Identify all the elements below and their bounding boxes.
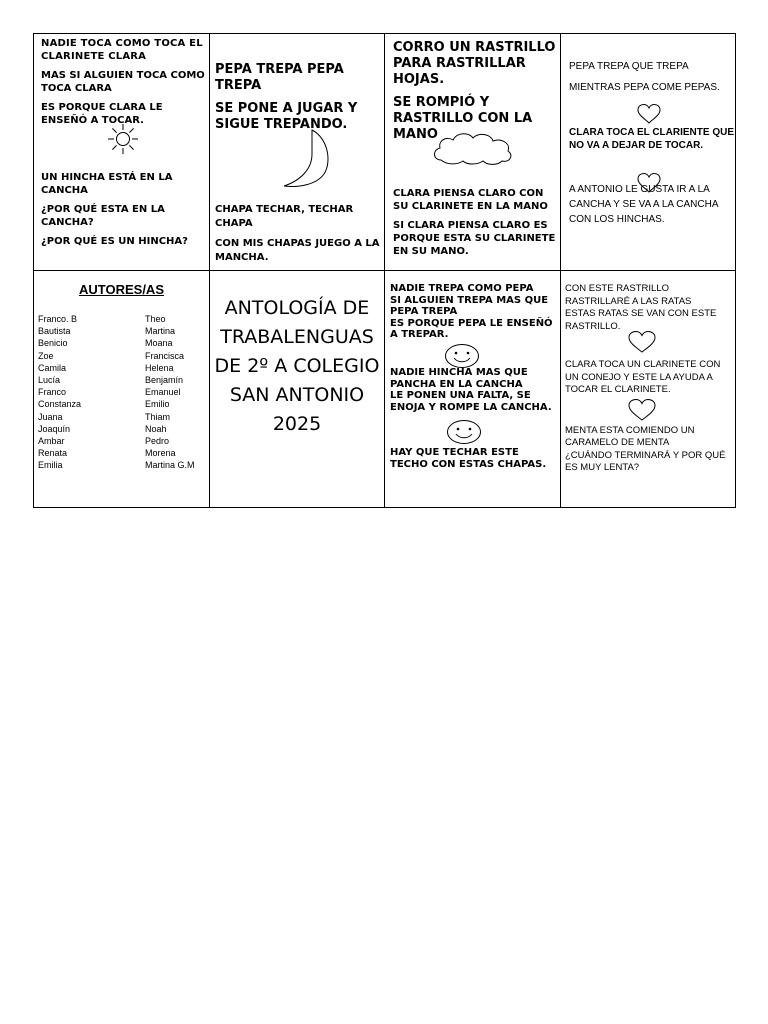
verse-text: CLARA TOCA EL CLARIENTE QUE NO VA A DEJAR DE TOCAR. bbox=[569, 127, 735, 151]
verse-text: SI ALGUIEN TREPA MAS QUE PEPA TREPA bbox=[390, 294, 549, 318]
verse-text: A ANTONIO LE GUSTA IR A LA CANCHA Y SE VA A LA CANCHA CON LOS HINCHAS. bbox=[569, 184, 718, 225]
author-name: Noah bbox=[145, 423, 167, 434]
tongue-twister-panel-7 bbox=[390, 283, 558, 507]
verse-text: UN HINCHA ESTÁ EN LA CANCHA bbox=[41, 172, 173, 196]
author-name: Franco bbox=[38, 387, 67, 398]
verse-text: MENTA ESTA COMIENDO UN CARAMELO DE MENTA bbox=[565, 424, 695, 448]
author-name: Emanuel bbox=[145, 387, 181, 398]
verse-text: SE PONE A JUGAR Y SIGUE TREPANDO. bbox=[215, 101, 358, 132]
verse-text: PEPA TREPA PEPA TREPA bbox=[215, 62, 344, 93]
verse-text: NADIE TOCA COMO TOCA EL CLARINETE CLARA bbox=[41, 38, 203, 62]
verse-text: CON MIS CHAPAS JUEGO A LA MANCHA. bbox=[215, 238, 380, 263]
sun-icon bbox=[106, 122, 140, 156]
author-name: Juana bbox=[38, 411, 63, 422]
author-name: Theo bbox=[145, 314, 166, 324]
heart-icon bbox=[637, 104, 661, 124]
author-name: Bautista bbox=[38, 326, 71, 337]
verse-text: NADIE HINCHA MAS QUE PANCHA EN LA CANCHA bbox=[390, 366, 528, 390]
heart-icon bbox=[637, 173, 661, 193]
verse-text: ES PORQUE PEPA LE ENSEÑÓ A TREPAR. bbox=[390, 317, 553, 341]
author-name: Helena bbox=[145, 362, 174, 373]
author-name: Morena bbox=[145, 448, 176, 459]
verse-text: HAY QUE TECHAR ESTE TECHO CON ESTAS CHAPAS. bbox=[390, 447, 547, 471]
heart-icon bbox=[628, 331, 656, 353]
author-name: Ambar bbox=[38, 436, 65, 447]
author-name: Benjamín bbox=[145, 375, 184, 386]
author-name: Emilia bbox=[38, 460, 63, 471]
verse-text: ¿CUÁNDO TERMINARÁ Y POR QUÉ ES MUY LENTA? bbox=[565, 449, 726, 473]
author-name: Lucía bbox=[38, 375, 61, 386]
tongue-twister-panel-8 bbox=[565, 283, 735, 507]
verse-text: CHAPA TECHAR, TECHAR CHAPA bbox=[215, 204, 354, 229]
author-name: Camila bbox=[38, 362, 67, 373]
authors-column-left bbox=[38, 313, 128, 503]
verse-text: CORRO UN RASTRILLO PARA RASTRILLAR HOJAS. bbox=[393, 40, 556, 87]
moon-icon bbox=[282, 128, 332, 190]
smiley-face-icon bbox=[444, 343, 480, 369]
verse-text: NADIE TREPA COMO PEPA bbox=[390, 283, 534, 294]
heart-icon bbox=[628, 399, 656, 421]
verse-text: CON ESTE RASTRILLO RASTRILLARÉ A LAS RATAS bbox=[565, 283, 692, 307]
author-name: Moana bbox=[145, 338, 173, 349]
authors-column-right bbox=[145, 313, 209, 503]
verse-text: ¿POR QUÉ ESTA EN LA CANCHA? bbox=[41, 204, 165, 228]
author-name: Franco. B bbox=[38, 314, 78, 324]
author-name: Martina G.M bbox=[145, 460, 195, 471]
verse-text: CLARA TOCA UN CLARINETE CON UN CONEJO Y ESTE LA AYUDA A TOCAR EL CLARINETE. bbox=[565, 359, 721, 395]
author-name: Francisca bbox=[145, 350, 185, 361]
verse-text: SI CLARA PIENSA CLARO ES PORQUE ESTA SU CLARINETE EN SU MANO. bbox=[393, 220, 556, 257]
anthology-title: ANTOLOGÍA DE TRABALENGUAS DE 2º A COLEGIO SAN ANTONIO 2025 bbox=[214, 297, 380, 435]
verse-text: MIENTRAS PEPA COME PEPAS. bbox=[569, 82, 720, 93]
authors-heading: AUTORES/AS bbox=[79, 282, 164, 297]
author-name: Thiam bbox=[145, 411, 171, 422]
author-name: Emilio bbox=[145, 399, 170, 410]
author-name: Benicio bbox=[38, 338, 68, 349]
verse-text: ES PORQUE CLARA LE ENSEÑÓ A TOCAR. bbox=[41, 102, 163, 126]
cover-panel bbox=[211, 294, 383, 494]
author-name: Joaquín bbox=[38, 423, 71, 434]
verse-text: MAS SI ALGUIEN TOCA COMO TOCA CLARA bbox=[41, 70, 205, 94]
cloud-icon bbox=[431, 130, 515, 166]
verse-text: ¿POR QUÉ ES UN HINCHA? bbox=[41, 236, 188, 247]
author-name: Constanza bbox=[38, 399, 82, 410]
verse-text: ESTAS RATAS SE VAN CON ESTE RASTRILLO. bbox=[565, 308, 717, 332]
author-name: Zoe bbox=[38, 350, 54, 361]
verse-text: CLARA PIENSA CLARO CON SU CLARINETE EN LA MANO bbox=[393, 188, 548, 212]
verse-text: PEPA TREPA QUE TREPA bbox=[569, 61, 689, 72]
row-divider bbox=[34, 270, 735, 271]
author-name: Renata bbox=[38, 448, 68, 459]
verse-text: SE ROMPIÓ Y RASTRILLO CON LA MANO bbox=[393, 95, 533, 142]
antology-sheet bbox=[33, 33, 736, 508]
author-name: Pedro bbox=[145, 436, 170, 447]
tongue-twister-panel-4 bbox=[569, 60, 735, 268]
smiley-face-icon bbox=[446, 419, 482, 445]
verse-text: LE PONEN UNA FALTA, SE ENOJA Y ROMPE LA CANCHA. bbox=[390, 390, 552, 413]
author-name: Martina bbox=[145, 326, 176, 337]
